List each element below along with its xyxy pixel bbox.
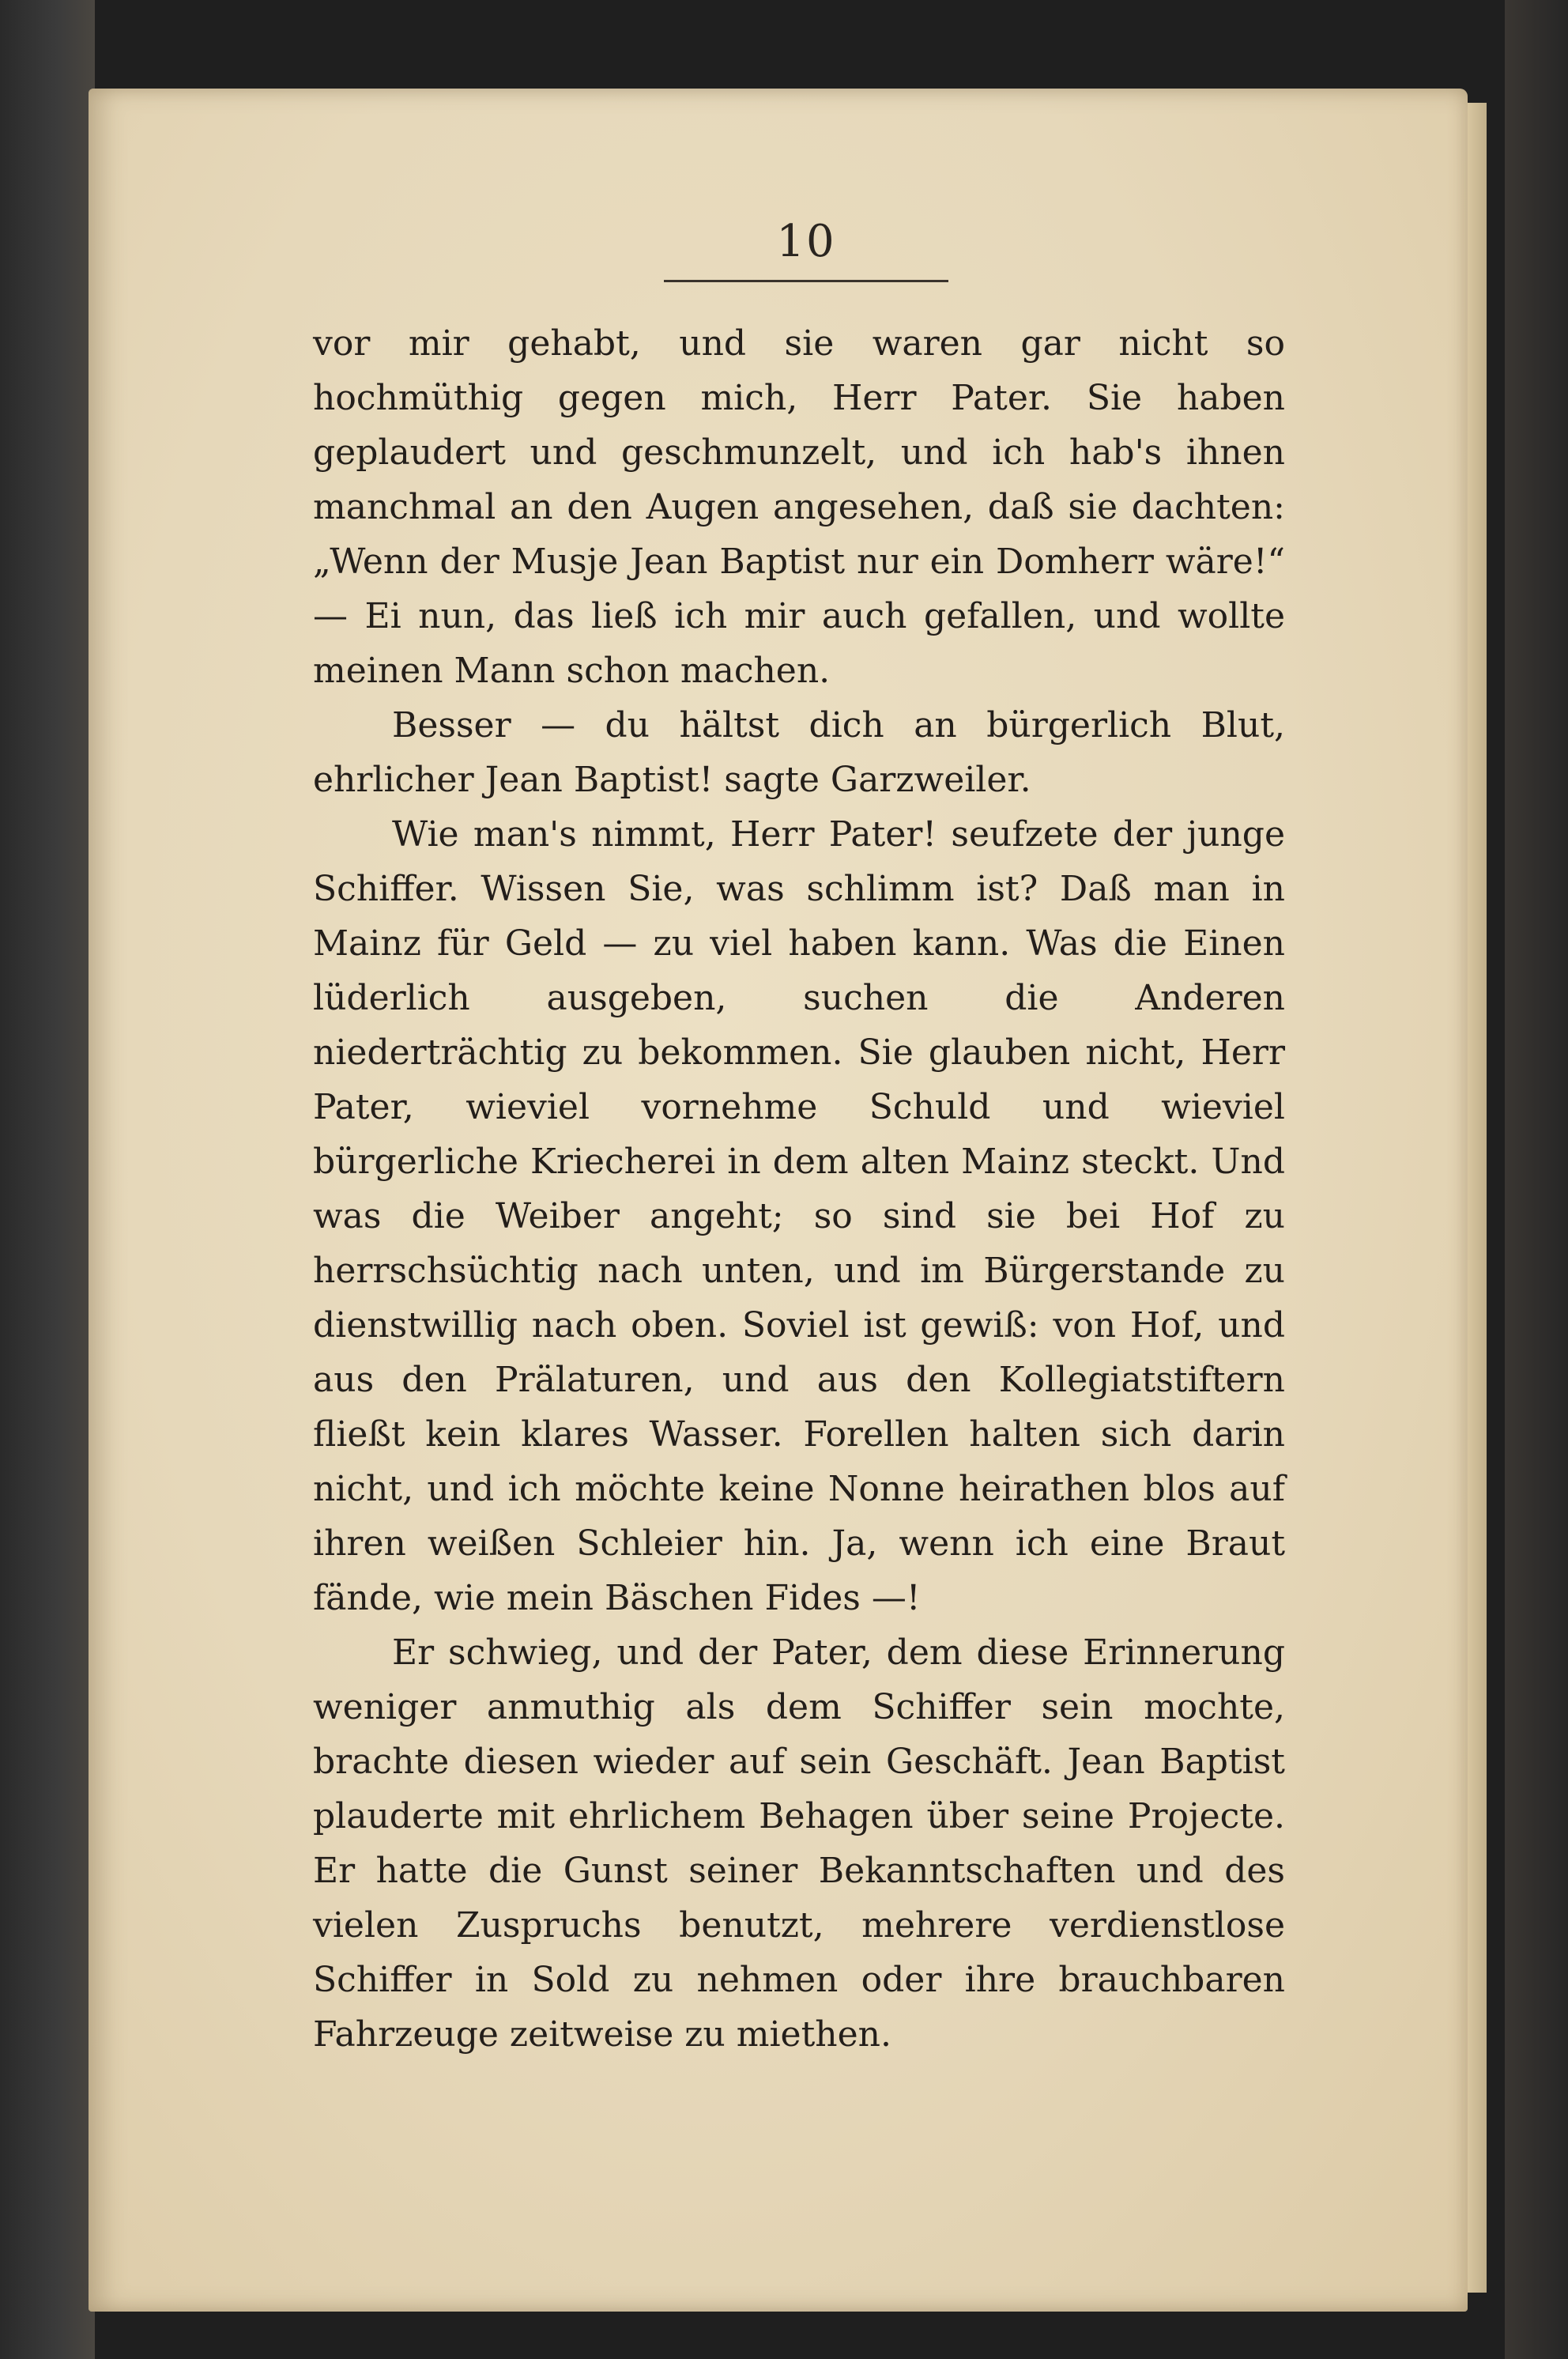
paragraph-4: Er schwieg, und der Pater, dem diese Erinnerung weniger anmuthig als dem Schiffer sein mochte, brachte diesen wieder auf sein Geschäft. Jean Baptist plauderte mit ehrlichem Behagen über seine Projecte. Er hatte die Gunst seiner Bekanntschaften und des vielen Zuspruchs benutzt, mehrere verdienstlose Schiffer in Sold zu nehmen oder ihre brauchbaren Fahrzeuge zeitweise zu miethen. xyxy=(313,1632,1285,2055)
page-number: 10 xyxy=(776,216,836,267)
paragraph-1: vor mir gehabt, und sie waren gar nicht so hochmüthig gegen mich, Herr Pater. Sie haben geplaudert und geschmunzelt, und ich hab's ihnen manchmal an den Augen angesehen, daß sie dachten: „Wenn der Musje Jean Baptist nur ein Domherr wäre!“ — Ei nun, das ließ ich mir auch gefallen, und wollte meinen Mann schon machen. xyxy=(313,323,1285,691)
book-cover-right xyxy=(1505,0,1568,2359)
page-edge xyxy=(1468,103,1487,2293)
body-text xyxy=(313,316,1285,2062)
header-rule xyxy=(664,280,948,282)
paragraph-3: Wie man's nimmt, Herr Pater! seufzete der junge Schiffer. Wissen Sie, was schlimm ist? Daß man in Mainz für Geld — zu viel haben kann. Was die Einen lüderlich ausgeben, suchen die Anderen niederträchtig zu bekommen. Sie glauben nicht, Herr Pater, wieviel vornehme Schuld und wieviel bürgerliche Kriecherei in dem alten Mainz steckt. Und was die Weiber angeht; so sind sie bei Hof zu herrschsüchtig nach unten, und im Bürgerstande zu dienstwillig nach oben. Soviel ist gewiß: von Hof, und aus den Prälaturen, und aus den Kollegiatstiftern fließt kein klares Wasser. Forellen halten sich darin nicht, und ich möchte keine Nonne heirathen blos auf ihren weißen Schleier hin. Ja, wenn ich eine Braut fände, wie mein Bäschen Fides —! xyxy=(313,814,1285,1618)
book-cover-left xyxy=(0,0,95,2359)
page-header xyxy=(664,213,948,282)
paragraph-2: Besser — du hältst dich an bürgerlich Blut, ehrlicher Jean Baptist! sagte Garzweiler. xyxy=(313,705,1285,800)
